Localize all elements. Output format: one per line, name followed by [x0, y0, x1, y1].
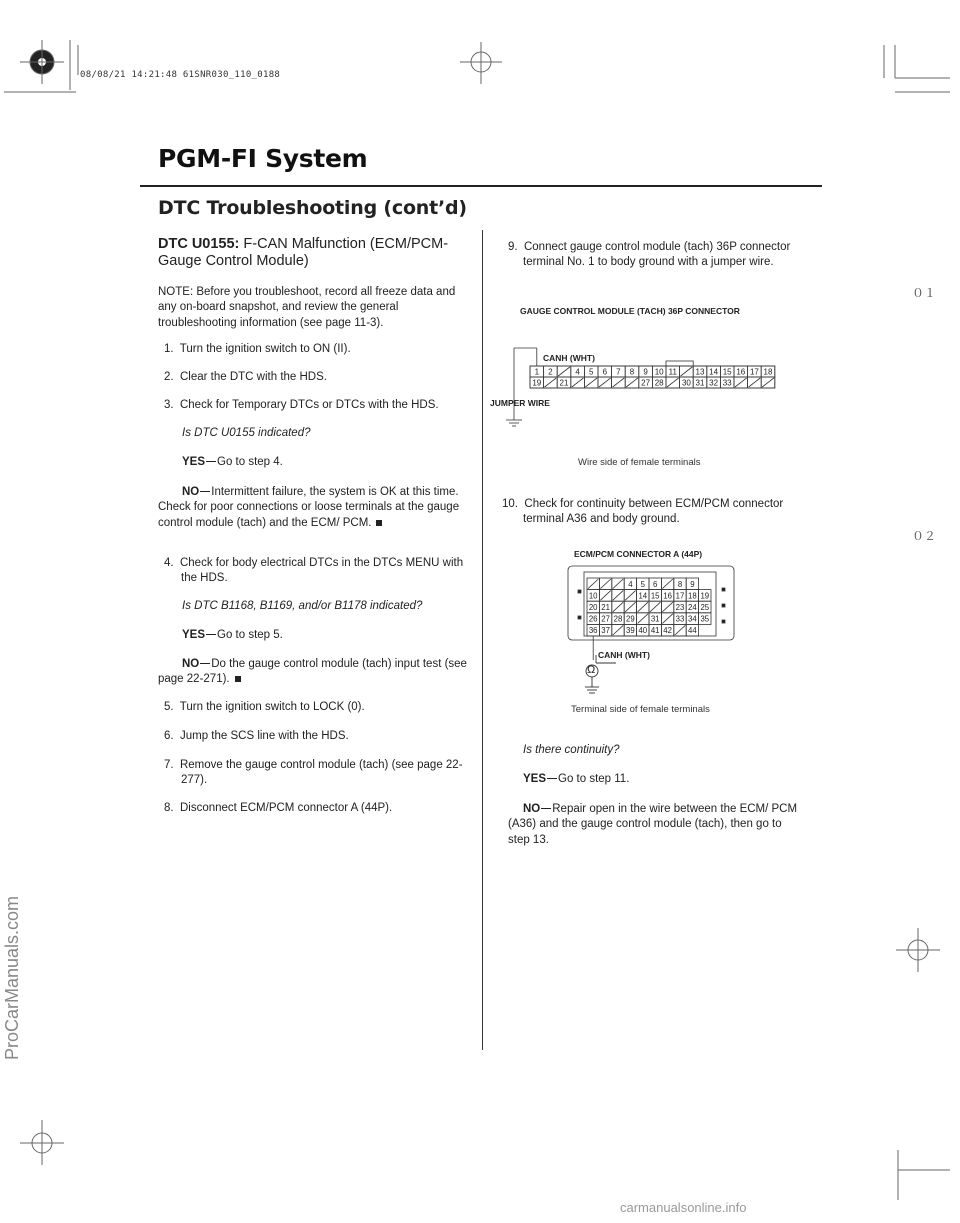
diagram-2-note: Terminal side of female terminals: [571, 704, 710, 715]
dtc-heading: [158, 236, 478, 270]
connector-36p-terminal-label: 6: [602, 367, 608, 377]
step-3: 3. Check for Temporary DTCs or DTCs with the HDS.: [164, 399, 439, 411]
connector-44p-empty-slash: [638, 602, 648, 612]
step-8: 8. Disconnect ECM/PCM connector A (44P).: [164, 802, 393, 814]
connector-44p-terminal-label: 14: [638, 591, 648, 601]
connector-44p-clip: [722, 604, 725, 607]
connector-44p-terminal-label: 33: [675, 614, 685, 624]
connector-36p-empty-slash: [599, 378, 611, 387]
connector-36p-terminal-label: 15: [722, 367, 732, 377]
connector-44p-terminal-label: 34: [688, 614, 697, 624]
connector-36p-empty-slash: [762, 378, 774, 387]
connector-44p-terminal-label: 8: [677, 579, 683, 589]
connector-36p-terminal-label: 9: [643, 367, 648, 377]
connector-44p-terminal-label: 40: [638, 626, 648, 636]
connector-36p-terminal-label: 1: [534, 367, 540, 377]
connector-36p-lock-tab: [666, 361, 693, 366]
connector-44p-terminal-label: 24: [688, 603, 697, 612]
connector-44p-terminal-label: 18: [688, 591, 697, 601]
connector-44p-empty-slash: [588, 579, 598, 589]
question-1: Is DTC U0155 indicated?: [182, 427, 311, 439]
connector-36p-empty-slash: [749, 378, 761, 387]
answer-yes-1: YES Go to step 4.: [182, 456, 283, 468]
side-mark-2: ０２: [912, 529, 937, 543]
connector-44p-empty-slash: [600, 591, 610, 601]
ohm-sign: Ω: [587, 664, 596, 676]
connector-36p-terminal-label: 5: [588, 367, 594, 377]
connector-44p-empty-slash: [662, 602, 672, 612]
connector-36p-empty-slash: [558, 367, 570, 376]
ohmmeter-symbol: [576, 655, 616, 697]
connector-44p-clip: [722, 620, 725, 623]
connector-44p-terminal-label: 39: [626, 626, 635, 636]
connector-44p-empty-slash: [625, 602, 635, 612]
connector-36p-terminal-label: 31: [695, 378, 705, 388]
connector-36p-terminal-label: 18: [763, 367, 773, 377]
footer-text: carmanualsonline.info: [620, 1200, 747, 1215]
connector-44p-terminal-label: 4: [628, 579, 633, 589]
connector-44p-empty-slash: [662, 579, 672, 589]
connector-36p-diagram: [500, 330, 790, 440]
connector-36p-terminal-label: 13: [695, 367, 705, 377]
connector-36p-terminal-label: 14: [709, 367, 719, 377]
connector-44p-terminal-label: 15: [650, 591, 660, 601]
connector-36p-empty-slash: [681, 367, 693, 376]
diagram-1-wire-label: CANH (WHT): [543, 353, 595, 363]
connector-36p-empty-slash: [572, 378, 584, 387]
connector-44p-empty-slash: [662, 614, 672, 624]
diagram-1-note: Wire side of female terminals: [578, 457, 701, 468]
step-4: 4. Check for body electrical DTCs in the DTCs MENU with the HDS.: [164, 557, 464, 585]
connector-44p-terminal-label: 35: [700, 614, 710, 624]
connector-36p-terminal-label: 7: [616, 367, 621, 377]
end-mark: [235, 676, 241, 682]
connector-44p-terminal-label: 44: [688, 626, 697, 636]
connector-44p-terminal-label: 42: [663, 626, 672, 636]
diagram-2-title: ECM/PCM CONNECTOR A (44P): [574, 549, 703, 559]
connector-36p-terminal-label: 33: [722, 378, 732, 388]
connector-36p-empty-slash: [735, 378, 747, 387]
page-subtitle: DTC Troubleshooting (cont’d): [158, 197, 467, 219]
connector-44p-empty-slash: [613, 579, 623, 589]
step-10: 10. Check for continuity between ECM/PCM connector terminal A36 and body ground.: [502, 498, 784, 526]
connector-44p-diagram: [560, 560, 750, 670]
connector-44p-clip: [578, 590, 581, 593]
step-6: 6. Jump the SCS line with the HDS.: [164, 730, 349, 742]
step-5: 5. Turn the ignition switch to LOCK (0).: [164, 701, 365, 713]
connector-44p-terminal-label: 10: [588, 591, 598, 601]
answer-yes-3: YES Go to step 11.: [523, 773, 630, 785]
connector-36p-terminal-label: 27: [641, 378, 651, 388]
connector-44p-terminal-label: 25: [700, 603, 710, 612]
connector-36p-empty-slash: [613, 378, 625, 387]
note-text: NOTE: Before you troubleshoot, record all freeze data and any on-board snapshot, and review the general troubleshooting information (see page 11-3).: [158, 286, 456, 329]
step-1: 1. Turn the ignition switch to ON (II).: [164, 343, 351, 355]
connector-44p-terminal-label: 19: [700, 591, 710, 601]
connector-36p-terminal-label: 21: [559, 378, 569, 388]
connector-44p-terminal-label: 28: [613, 614, 623, 624]
question-2: Is DTC B1168, B1169, and/or B1178 indicated?: [182, 600, 423, 612]
connector-36p-terminal-label: 32: [709, 378, 719, 388]
question-3: Is there continuity?: [523, 744, 620, 756]
connector-44p-empty-slash: [650, 602, 660, 612]
dtc-code: DTC U0155:: [158, 236, 240, 252]
connector-44p-empty-slash: [613, 602, 623, 612]
diagram-2-wire-label: CANH (WHT): [598, 650, 650, 660]
step-9: 9. Connect gauge control module (tach) 36P connector terminal No. 1 to body ground with a jumper wire.: [508, 241, 791, 269]
connector-36p-terminal-label: 28: [654, 378, 664, 388]
end-mark: [376, 520, 382, 526]
connector-44p-terminal-label: 6: [653, 579, 658, 589]
connector-44p-empty-slash: [613, 591, 623, 601]
connector-36p-empty-slash: [667, 378, 679, 387]
connector-44p-terminal-label: 5: [640, 579, 645, 589]
connector-44p-terminal-label: 16: [663, 591, 672, 601]
dtc-description: F-CAN Malfunction (ECM/PCM-Gauge Control Module): [158, 236, 449, 269]
column-divider: [482, 230, 483, 1050]
connector-44p-terminal-label: 31: [650, 614, 660, 624]
connector-44p-empty-slash: [613, 625, 623, 635]
connector-44p-clip: [722, 588, 725, 591]
connector-44p-terminal-label: 29: [626, 614, 635, 624]
connector-44p-empty-slash: [600, 579, 610, 589]
connector-44p-clip: [578, 616, 581, 619]
connector-44p-terminal-label: 17: [675, 591, 685, 601]
connector-36p-terminal-label: 2: [548, 367, 553, 377]
connector-36p-terminal-label: 16: [736, 367, 746, 377]
connector-44p-terminal-label: 36: [588, 626, 598, 636]
diagram-1-title: GAUGE CONTROL MODULE (TACH) 36P CONNECTOR: [520, 306, 740, 316]
connector-44p-empty-slash: [638, 614, 648, 624]
step-2: 2. Clear the DTC with the HDS.: [164, 371, 327, 383]
connector-36p-terminal-label: 30: [681, 378, 691, 388]
connector-36p-terminal-label: 17: [749, 367, 759, 377]
connector-44p-empty-slash: [625, 591, 635, 601]
answer-no-2: NO Do the gauge control module (tach) input test (see page 22-271).: [158, 658, 467, 686]
connector-36p-empty-slash: [545, 378, 557, 387]
side-mark-1: ０１: [912, 286, 937, 300]
connector-44p-terminal-label: 27: [601, 614, 610, 624]
diagram-1-jumper-label: JUMPER WIRE: [490, 398, 550, 408]
connector-44p-terminal-label: 41: [650, 626, 660, 636]
connector-36p-terminal-label: 4: [575, 367, 580, 377]
connector-36p-empty-slash: [626, 378, 638, 387]
watermark-text: ProCarManuals.com: [2, 895, 22, 1060]
answer-yes-2: YES Go to step 5.: [182, 629, 283, 641]
page-title: PGM-FI System: [158, 144, 368, 173]
connector-44p-terminal-label: 23: [675, 603, 685, 612]
header-rule: [140, 185, 822, 187]
connector-36p-terminal-label: 19: [532, 378, 542, 388]
connector-44p-terminal-label: 26: [588, 614, 598, 624]
connector-36p-terminal-label: 10: [654, 367, 664, 377]
print-stamp: 08/08/21 14:21:48 61SNR030_110_0188: [80, 70, 281, 80]
connector-36p-terminal-label: 8: [629, 367, 635, 377]
connector-36p-empty-slash: [585, 378, 597, 387]
connector-36p-terminal-label: 11: [668, 367, 677, 377]
connector-44p-terminal-label: 37: [601, 626, 610, 636]
answer-no-3: NO Repair open in the wire between the ECM/ PCM (A36) and the gauge control module (tach), then go to step 13.: [508, 803, 798, 846]
step-7: 7. Remove the gauge control module (tach) (see page 22-277).: [164, 759, 463, 787]
answer-no-1: NO Intermittent failure, the system is OK at this time. Check for poor connections or loose terminals at the gauge control module (tach) and the ECM/ PCM.: [158, 486, 460, 529]
connector-44p-empty-slash: [675, 625, 685, 635]
connector-44p-terminal-label: 20: [588, 603, 598, 612]
connector-44p-terminal-label: 9: [690, 579, 695, 589]
connector-44p-terminal-label: 21: [601, 603, 610, 612]
